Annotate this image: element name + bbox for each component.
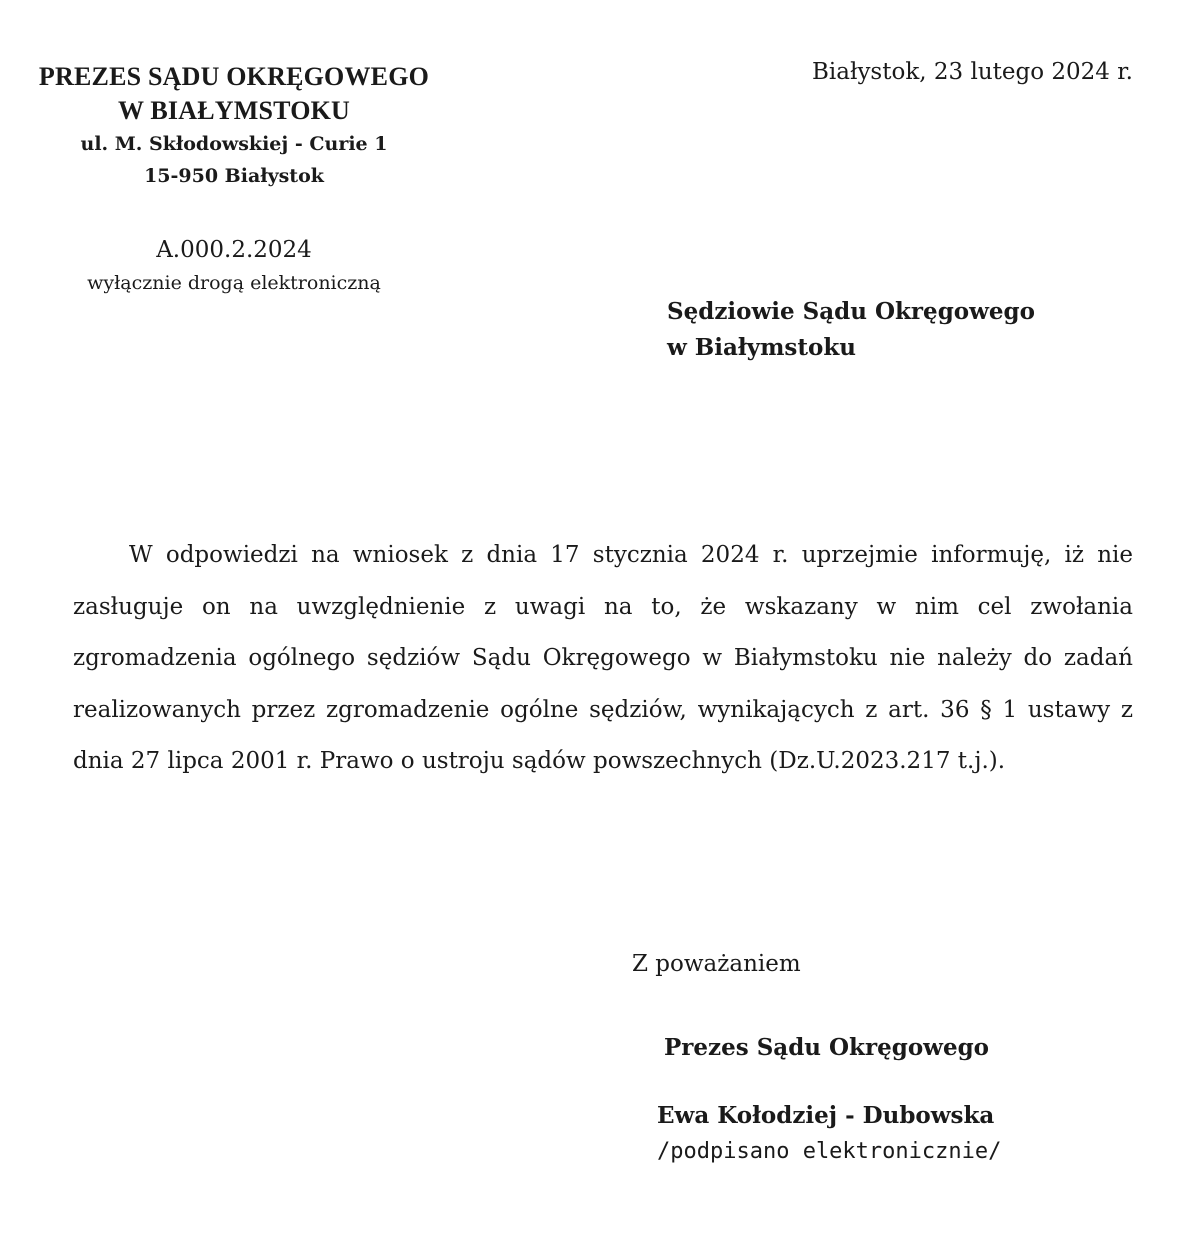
sender-name-line1: PREZES SĄDU OKRĘGOWEGO xyxy=(38,62,430,91)
signature-title: Prezes Sądu Okręgowego xyxy=(664,1034,990,1061)
delivery-note: wyłącznie drogą elektroniczną xyxy=(87,272,381,294)
reference-block xyxy=(34,232,434,298)
closing-phrase: Z poważaniem xyxy=(632,951,801,977)
letter-date: Białystok, 23 lutego 2024 r. xyxy=(812,59,1133,85)
signature-name: Ewa Kołodziej - Dubowska xyxy=(657,1102,995,1129)
reference-number: A.000.2.2024 xyxy=(156,237,312,263)
signature-note: /podpisano elektronicznie/ xyxy=(657,1139,1002,1164)
letter-body: W odpowiedzi na wniosek z dnia 17 stycznia 2024 r. uprzejmie informuję, iż nie zasługuje on na uwzględnienie z uwagi na to, że wskazany w nim cel zwołania zgromadzenia ogólnego sędziów Sądu Okręgowego w Białymstoku nie należy do zadań realizowanych przez zgromadzenie ogólne sędziów, wynikających z art. 36 § 1 ustawy z dnia 27 lipca 2001 r. Prawo o ustroju sądów powszechnych (Dz.U.2023.217 t.j.). xyxy=(73,542,1133,774)
recipient-block xyxy=(667,294,1035,366)
sender-city: 15-950 Białystok xyxy=(144,165,324,187)
sender-street: ul. M. Skłodowskiej - Curie 1 xyxy=(80,133,388,155)
recipient-line1: Sędziowie Sądu Okręgowego xyxy=(667,298,1035,325)
recipient-line2: w Białymstoku xyxy=(667,334,857,361)
sender-name-line2: W BIAŁYMSTOKU xyxy=(117,96,351,125)
sender-header xyxy=(34,60,434,192)
